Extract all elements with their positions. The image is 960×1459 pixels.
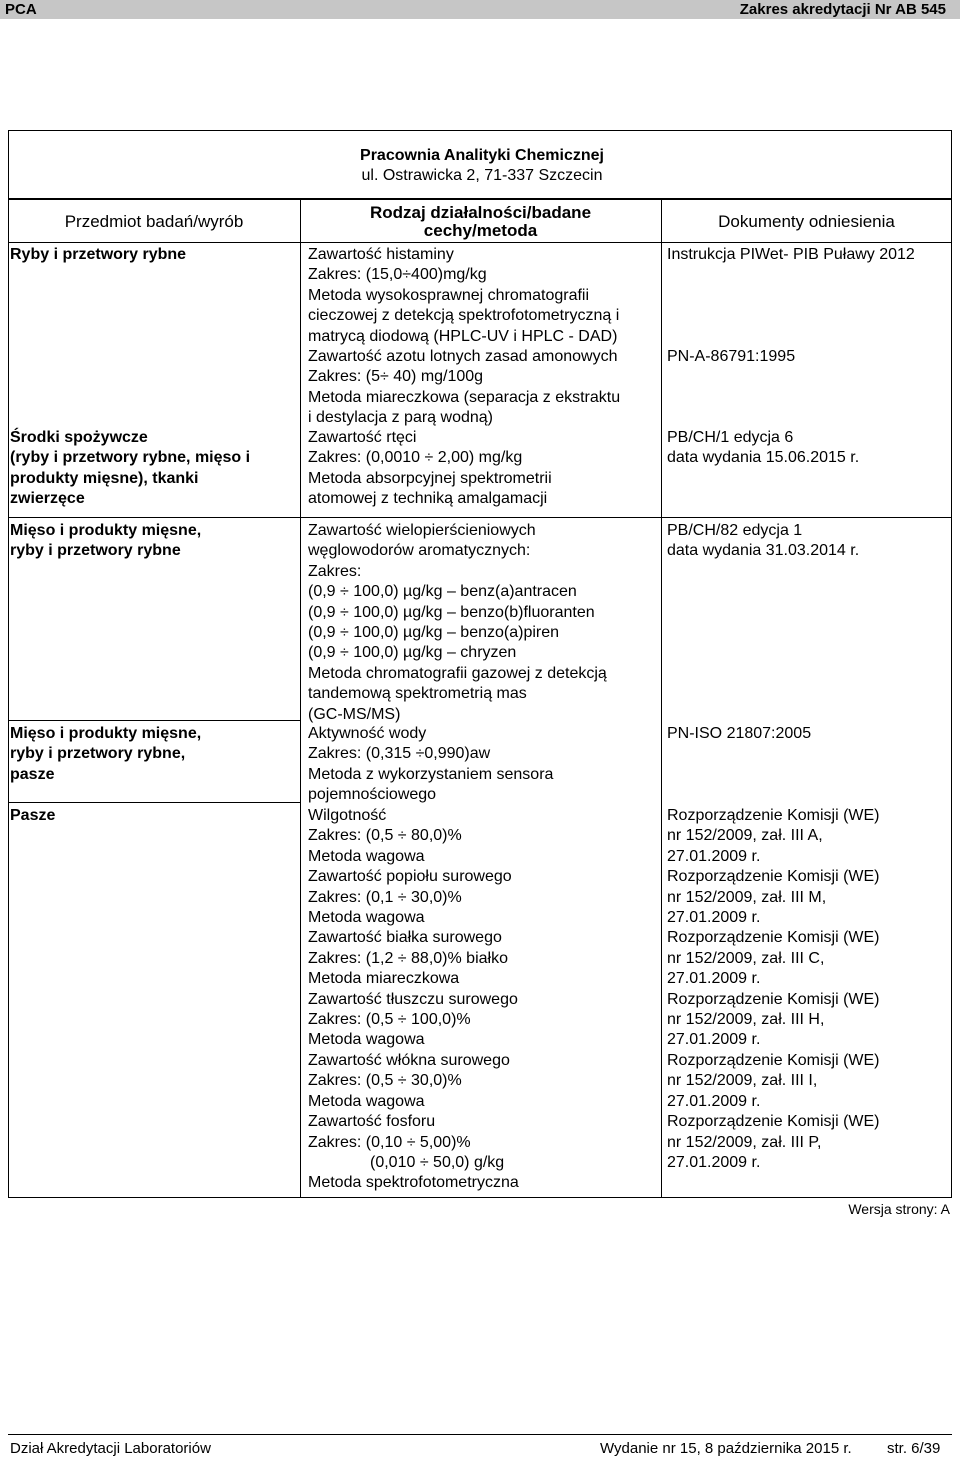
document-line: PN-ISO 21807:2005 xyxy=(667,725,812,742)
method-line: (GC-MS/MS) xyxy=(308,705,401,723)
method-line: Metoda wysokosprawnej chromatografii xyxy=(308,286,590,304)
lab-name: Pracownia Analityki Chemicznej xyxy=(360,147,604,164)
method-line: (0,010 ÷ 50,0) g/kg xyxy=(370,1153,505,1171)
method-line: Zawartość histaminy xyxy=(308,246,454,263)
method-line: (0,9 ÷ 100,0) µg/kg – benzo(a)piren xyxy=(308,624,560,642)
footer-edition: Wydanie nr 15, 8 października 2015 r. xyxy=(600,1440,852,1457)
subject-line: ryby i przetwory rybne xyxy=(10,542,181,560)
footer-page-number: str. 6/39 xyxy=(887,1440,941,1457)
method-line: Zawartość azotu lotnych zasad amonowych xyxy=(308,348,618,365)
subject-line: Środki spożywcze xyxy=(10,429,148,446)
method-line: Zakres: (0,0010 ÷ 2,00) mg/kg xyxy=(308,449,523,467)
row-divider-2 xyxy=(8,720,300,721)
document-line: nr 152/2009, zał. III C, xyxy=(667,949,825,967)
row-5-document xyxy=(667,724,811,744)
document-line: nr 152/2009, zał. III A, xyxy=(667,827,823,845)
document-line: 27.01.2009 r. xyxy=(667,1031,761,1049)
method-line: Zawartość popiołu surowego xyxy=(308,868,512,886)
method-line: Metoda wagowa xyxy=(308,1092,425,1110)
lab-title xyxy=(300,146,664,186)
method-line: tandemową spektrometrią mas xyxy=(308,685,527,703)
document-line: Rozporządzenie Komisji (WE) xyxy=(667,868,880,886)
column-divider-2 xyxy=(661,199,662,1198)
subject-line: zwierzęce xyxy=(10,490,85,508)
row-5-subject xyxy=(10,724,201,785)
method-line: Zakres: (15,0÷400)mg/kg xyxy=(308,266,487,284)
method-line: Zakres: (0,5 ÷ 30,0)% xyxy=(308,1072,462,1090)
row-4-document xyxy=(667,521,859,562)
document-line: Instrukcja PIWet- PIB Puławy 2012 xyxy=(667,246,915,263)
method-line: i destylacja z parą wodną) xyxy=(308,409,493,427)
method-line: matrycą diodową (HPLC-UV i HPLC - DAD) xyxy=(308,327,618,345)
footer-department: Dział Akredytacji Laboratoriów xyxy=(10,1440,211,1457)
row-2-document xyxy=(667,347,795,367)
row-1-document xyxy=(667,245,915,265)
method-line: Zakres: (0,10 ÷ 5,00)% xyxy=(308,1133,471,1151)
method-line: Aktywność wody xyxy=(308,725,427,742)
header-left-text: PCA xyxy=(5,1,37,18)
row-6-subject xyxy=(10,806,55,826)
document-line: Rozporządzenie Komisji (WE) xyxy=(667,1051,880,1069)
method-line: Metoda miareczkowa (separacja z ekstraktu xyxy=(308,388,621,406)
method-line: Zawartość tłuszczu surowego xyxy=(308,990,518,1008)
header-right-text: Zakres akredytacji Nr AB 545 xyxy=(739,1,946,18)
method-line: Metoda wagowa xyxy=(308,847,425,865)
method-line: Metoda absorpcyjnej spektrometrii xyxy=(308,469,552,487)
method-line: Zawartość rtęci xyxy=(308,429,417,446)
method-line: Zakres: (0,315 ÷0,990)aw xyxy=(308,745,491,763)
subject-line: pasze xyxy=(10,765,55,783)
lab-address: ul. Ostrawicka 2, 71-337 Szczecin xyxy=(361,167,603,184)
footer-divider xyxy=(8,1434,952,1435)
method-line: Metoda miareczkowa xyxy=(308,970,460,988)
column-header-activity-line1: Rodzaj działalności/badane xyxy=(369,203,592,222)
method-line: pojemnościowego xyxy=(308,786,437,804)
row-3-document xyxy=(667,428,859,469)
method-line: Metoda spektrofotometryczna xyxy=(308,1174,519,1192)
document-line: 27.01.2009 r. xyxy=(667,909,761,927)
method-line: Metoda wagowa xyxy=(308,1031,425,1049)
row-2-method xyxy=(308,347,620,429)
row-divider-3 xyxy=(8,802,300,803)
method-line: Metoda z wykorzystaniem sensora xyxy=(308,765,554,783)
subject-line: ryby i przetwory rybne, xyxy=(10,745,186,763)
column-divider-1 xyxy=(300,199,301,1198)
document-line: Rozporządzenie Komisji (WE) xyxy=(667,990,880,1008)
method-line: węglowodorów aromatycznych: xyxy=(308,542,531,560)
document-line: Rozporządzenie Komisji (WE) xyxy=(667,807,880,824)
row-6-document xyxy=(667,806,880,1173)
row-divider-header xyxy=(8,242,952,243)
document-line: 27.01.2009 r. xyxy=(667,970,761,988)
document-line: nr 152/2009, zał. III H, xyxy=(667,1011,825,1029)
row-divider-1 xyxy=(8,517,952,518)
document-line: nr 152/2009, zał. III I, xyxy=(667,1072,818,1090)
document-line: PB/CH/82 edycja 1 xyxy=(667,522,803,539)
subject-line: produkty mięsne), tkanki xyxy=(10,469,199,487)
method-line: cieczowej z detekcją spektrofotometryczną i xyxy=(308,307,620,325)
row-5-method xyxy=(308,724,553,806)
method-line: Zawartość fosforu xyxy=(308,1113,436,1131)
row-6-method xyxy=(308,806,519,1194)
row-3-subject xyxy=(10,428,250,510)
row-1-subject xyxy=(10,245,186,265)
method-line: Zakres: (0,5 ÷ 80,0)% xyxy=(308,827,462,845)
method-line: Metoda wagowa xyxy=(308,909,425,927)
document-line: 27.01.2009 r. xyxy=(667,1153,761,1171)
document-line: nr 152/2009, zał. III M, xyxy=(667,888,827,906)
method-line: Zakres: (0,1 ÷ 30,0)% xyxy=(308,888,462,906)
document-line: 27.01.2009 r. xyxy=(667,847,761,865)
document-line: nr 152/2009, zał. III P, xyxy=(667,1133,822,1151)
row-4-subject xyxy=(10,521,201,562)
document-line: PN-A-86791:1995 xyxy=(667,348,796,365)
document-line: Rozporządzenie Komisji (WE) xyxy=(667,929,880,947)
method-line: Zakres: (5÷ 40) mg/100g xyxy=(308,368,484,386)
row-4-method xyxy=(308,521,607,725)
method-line: Zakres: (0,5 ÷ 100,0)% xyxy=(308,1011,471,1029)
document-line: 27.01.2009 r. xyxy=(667,1092,761,1110)
document-line: data wydania 15.06.2015 r. xyxy=(667,449,860,467)
row-1-subject-line: Ryby i przetwory rybne xyxy=(10,246,187,263)
document-line: data wydania 31.03.2014 r. xyxy=(667,542,860,560)
method-line: Zawartość białka surowego xyxy=(308,929,502,947)
column-header-activity xyxy=(300,204,661,240)
column-header-documents: Dokumenty odniesienia xyxy=(718,212,895,231)
method-line: atomowej z techniką amalgamacji xyxy=(308,490,548,508)
method-line: Zakres: xyxy=(308,562,362,580)
method-line: (0,9 ÷ 100,0) µg/kg – benzo(b)fluoranten xyxy=(308,603,595,621)
row-1-method xyxy=(308,245,619,347)
subject-line: Mięso i produkty mięsne, xyxy=(10,522,202,539)
document-header-bar xyxy=(0,0,960,19)
column-header-activity-line2: cechy/metoda xyxy=(423,221,538,240)
subject-line: (ryby i przetwory rybne, mięso i xyxy=(10,449,251,467)
subject-line: Pasze xyxy=(10,807,56,824)
subject-line: Mięso i produkty mięsne, xyxy=(10,725,202,742)
method-line: (0,9 ÷ 100,0) µg/kg – benz(a)antracen xyxy=(308,583,577,601)
method-line: Metoda chromatografii gazowej z detekcją xyxy=(308,664,607,682)
document-line: Rozporządzenie Komisji (WE) xyxy=(667,1113,880,1131)
method-line: Zawartość włókna surowego xyxy=(308,1051,510,1069)
page-version: Wersja strony: A xyxy=(848,1201,950,1217)
document-line: PB/CH/1 edycja 6 xyxy=(667,429,794,446)
method-line: Wilgotność xyxy=(308,807,387,824)
method-line: Zawartość wielopierścieniowych xyxy=(308,522,536,539)
method-line: Zakres: (1,2 ÷ 88,0)% białko xyxy=(308,949,508,967)
row-3-method xyxy=(308,428,552,510)
method-line: (0,9 ÷ 100,0) µg/kg – chryzen xyxy=(308,644,517,662)
column-header-subject: Przedmiot badań/wyrób xyxy=(64,212,244,231)
